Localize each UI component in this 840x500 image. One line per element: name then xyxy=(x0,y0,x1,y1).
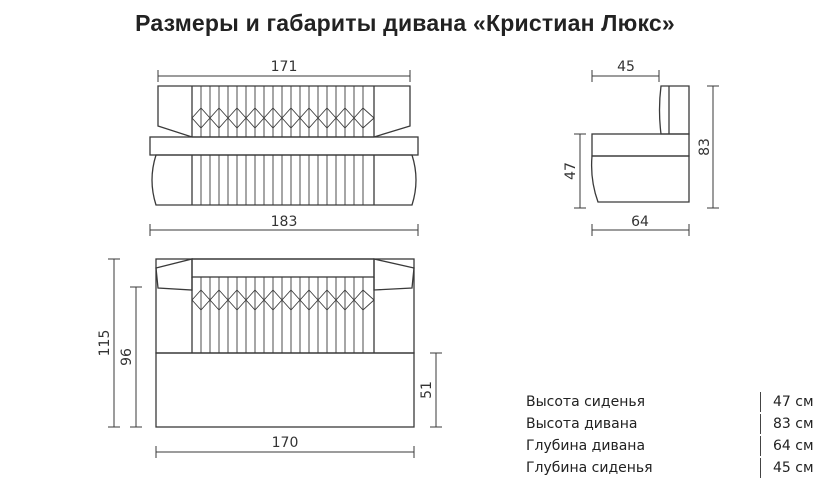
side-backrest xyxy=(660,86,690,134)
front-seat-band xyxy=(150,137,418,155)
spec-row xyxy=(526,435,826,457)
dim-label-side-depth: 64 xyxy=(631,214,649,230)
spec-divider xyxy=(760,458,761,478)
dim-label-side-height: 83 xyxy=(697,138,713,156)
dim-label-side-seat-depth: 45 xyxy=(617,59,635,75)
side-seat-cushion xyxy=(592,134,689,156)
plan-body xyxy=(156,259,414,353)
plan-tufting xyxy=(192,277,374,353)
spec-value: 83 см xyxy=(773,416,814,432)
spec-row xyxy=(526,391,826,413)
front-view xyxy=(150,70,418,236)
plan-back-bolster xyxy=(192,259,374,277)
dim-label-plan-body-depth: 96 xyxy=(119,348,135,366)
spec-value: 64 см xyxy=(773,438,814,454)
plan-view xyxy=(108,259,442,458)
dim-label-side-seat-height: 47 xyxy=(563,162,579,180)
spec-label: Высота дивана xyxy=(526,416,638,432)
spec-row xyxy=(526,457,826,479)
dim-label-front-top: 171 xyxy=(270,59,298,75)
plan-right-armrest xyxy=(374,259,414,290)
spec-divider xyxy=(760,392,761,412)
page-title: Размеры и габариты дивана «Кристиан Люкс» xyxy=(135,10,675,36)
plan-berth-extension xyxy=(156,353,414,427)
spec-value: 45 см xyxy=(773,460,814,476)
front-back-tufting xyxy=(192,86,374,137)
front-base-pleats xyxy=(201,155,363,205)
dim-label-plan-extension: 51 xyxy=(419,381,435,399)
dim-label-plan-total-depth: 115 xyxy=(97,329,113,357)
spec-divider xyxy=(760,414,761,434)
dim-label-front-bottom: 183 xyxy=(270,214,298,230)
front-backrest xyxy=(158,86,410,137)
spec-label: Глубина дивана xyxy=(526,438,646,454)
spec-divider xyxy=(760,436,761,456)
spec-value: 47 см xyxy=(773,394,814,410)
plan-left-armrest xyxy=(156,259,192,290)
dim-label-plan-width: 170 xyxy=(271,435,299,451)
spec-label: Глубина сиденья xyxy=(526,460,653,476)
spec-row xyxy=(526,413,826,435)
spec-label: Высота сиденья xyxy=(526,394,646,410)
specs-table xyxy=(526,391,826,479)
side-base xyxy=(592,156,689,202)
